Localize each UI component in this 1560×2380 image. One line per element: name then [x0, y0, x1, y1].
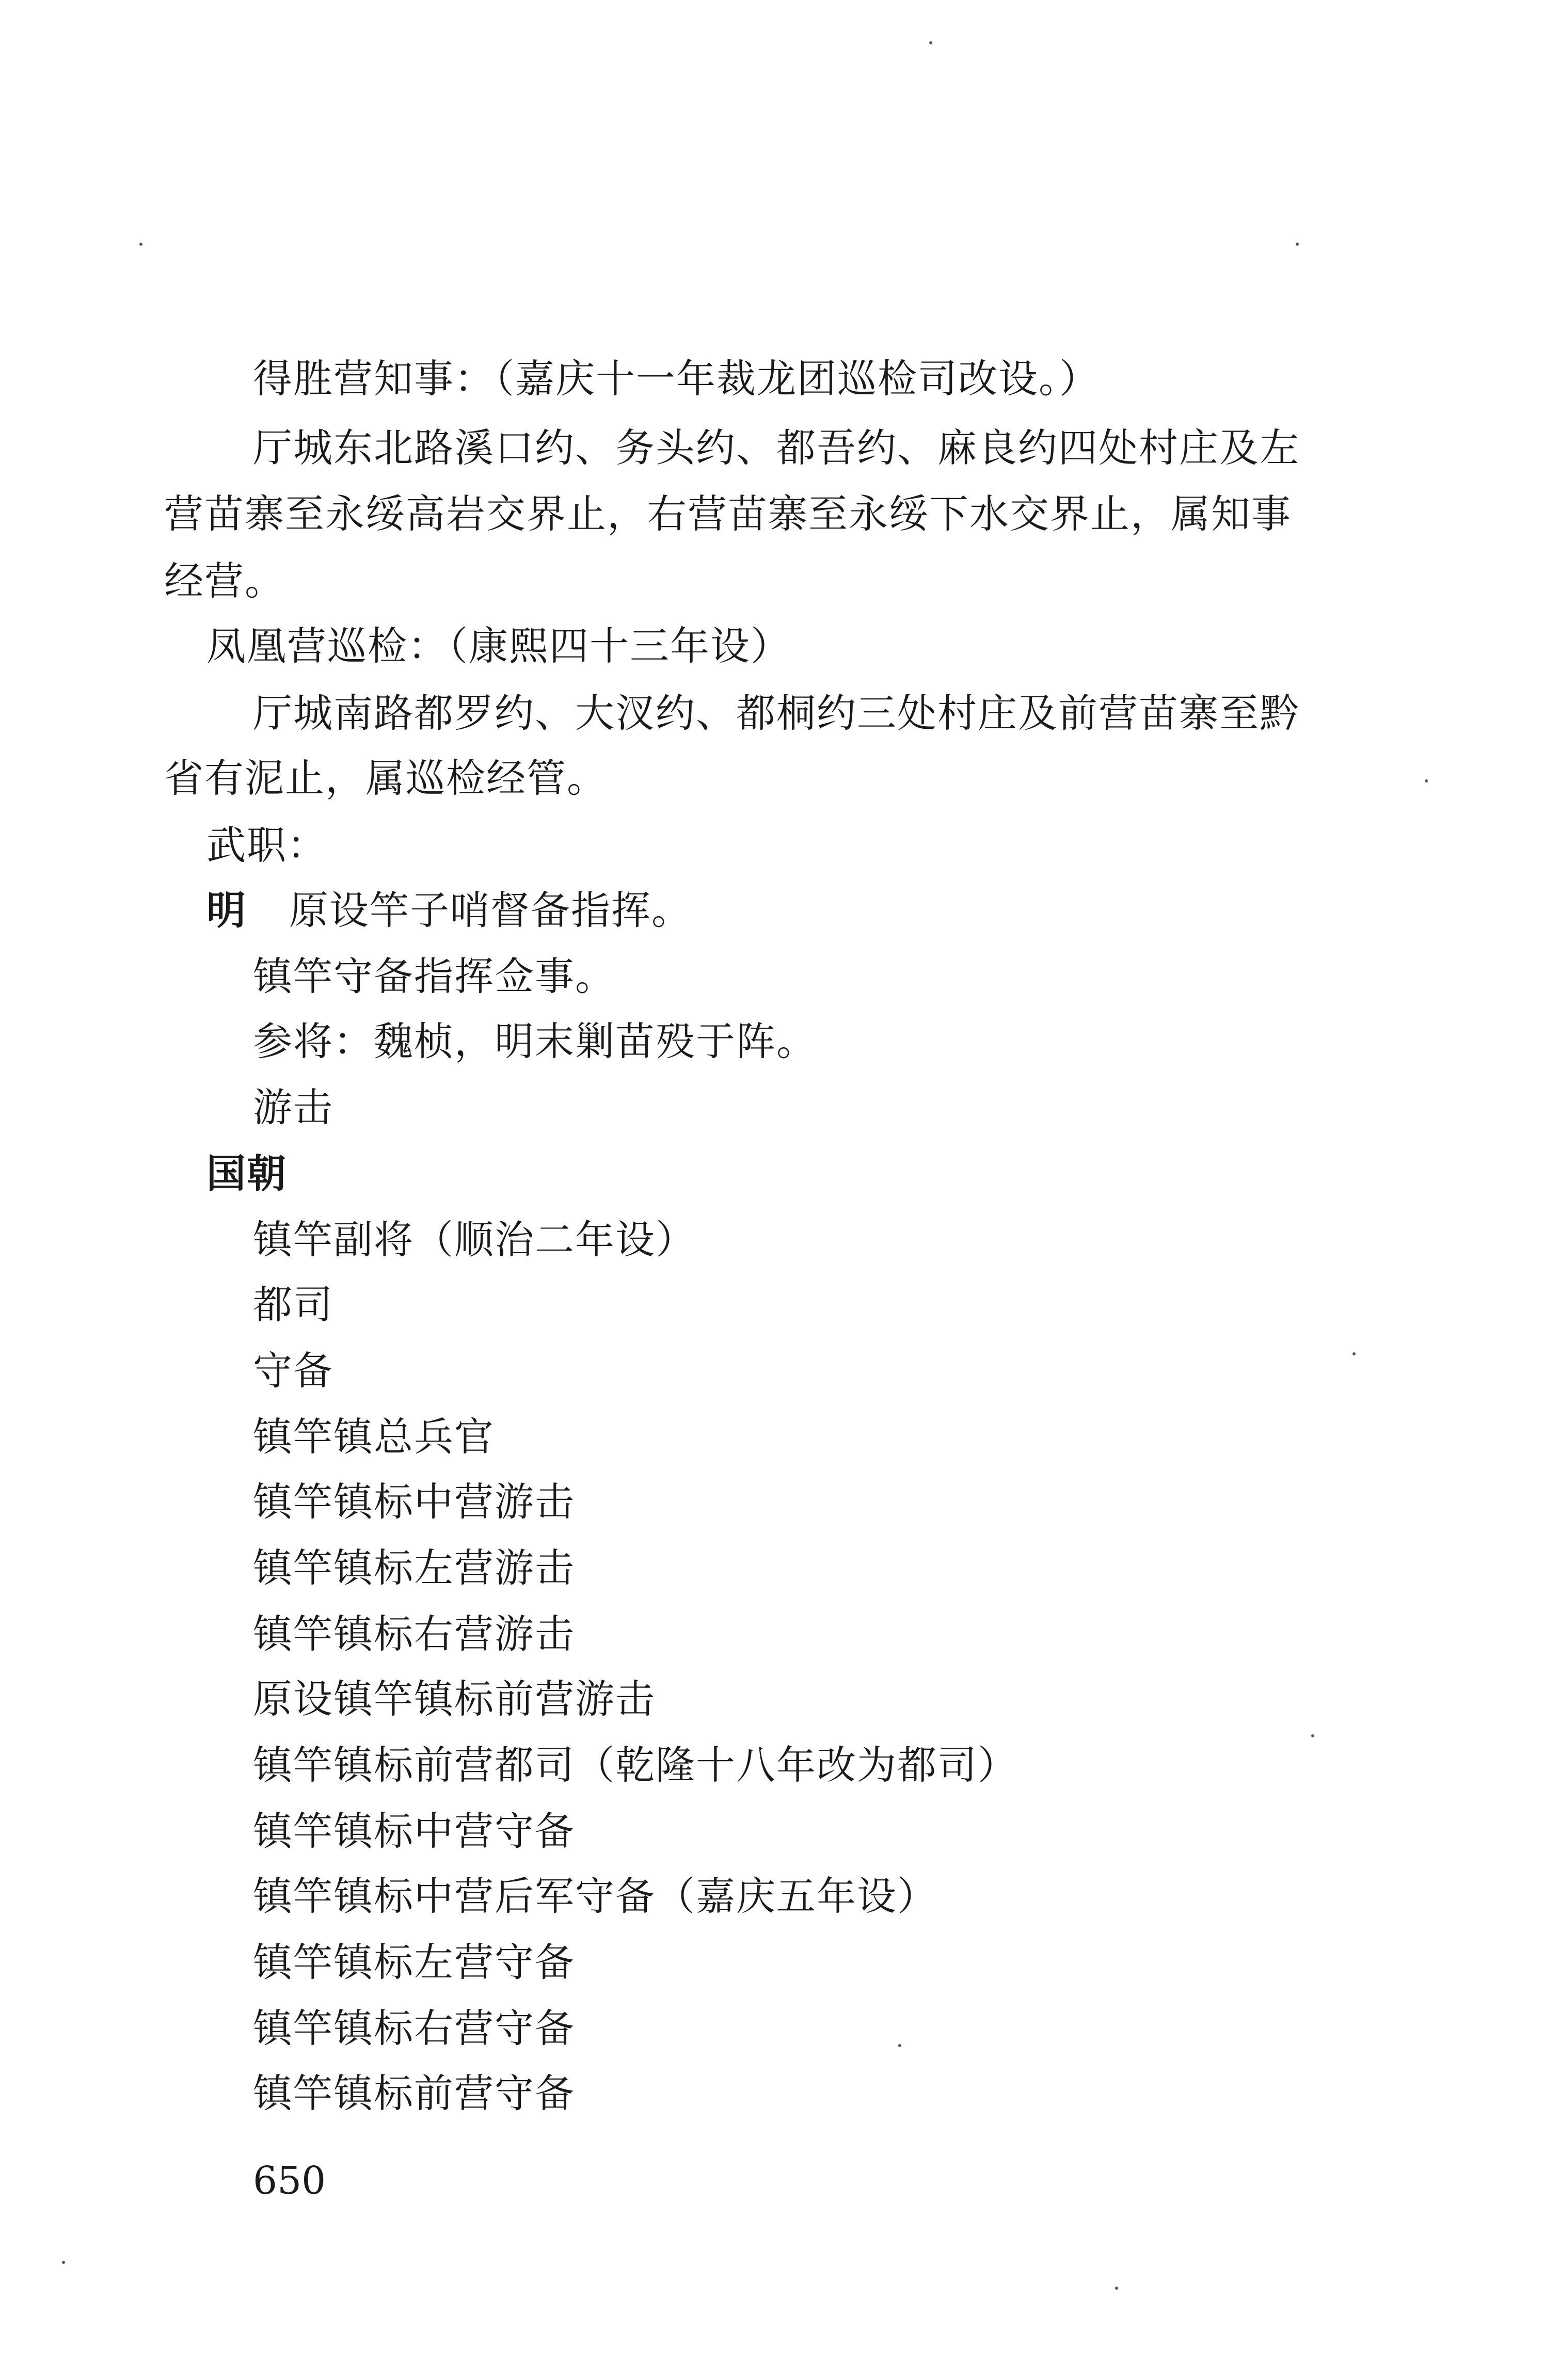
text-line-1: 得胜营知事：（嘉庆十一年裁龙团巡检司改设。） [253, 356, 1100, 402]
text-line-24: 镇竿镇标中营守备 [253, 1808, 575, 1854]
text-line-25: 镇竿镇标中营后军守备（嘉庆五年设） [253, 1873, 937, 1919]
text-line-3: 营苗寨至永绥高岩交界止，右营苗寨至永绥下水交界止，属知事 [164, 491, 1292, 537]
heading-guochao: 国朝 [206, 1151, 287, 1196]
scan-speck [1311, 1734, 1314, 1737]
text-line-17: 守备 [253, 1348, 333, 1394]
text-line-18: 镇竿镇总兵官 [253, 1414, 495, 1460]
scan-speck [1352, 1352, 1356, 1355]
text-line-21: 镇竿镇标右营游击 [253, 1611, 575, 1657]
scan-speck [929, 41, 932, 44]
text-line-19: 镇竿镇标中营游击 [253, 1479, 575, 1525]
text-line-5: 凤凰营巡检：（康熙四十三年设） [206, 623, 791, 669]
text-line-23: 镇竿镇标前营都司（乾隆十八年改为都司） [253, 1742, 1018, 1788]
scan-speck [1425, 779, 1428, 782]
text-line-15: 镇竿副将（顺治二年设） [253, 1217, 696, 1263]
text-line-28: 镇竿镇标前营守备 [253, 2070, 575, 2116]
text-line-26: 镇竿镇标左营守备 [253, 1939, 575, 1985]
text-line-12: 参将：魏桢，明末剿苗殁于阵。 [253, 1018, 817, 1064]
text-line-10: 原设竿子哨督备指挥。 [289, 887, 692, 933]
text-line-11: 镇竿守备指挥佥事。 [253, 953, 615, 999]
text-line-27: 镇竿镇标右营守备 [253, 2005, 575, 2051]
text-line-7: 省有泥止，属巡检经管。 [164, 755, 607, 801]
text-line-6: 厅城南路都罗约、大汊约、都桐约三处村庄及前营苗寨至黔 [253, 690, 1300, 736]
text-line-16: 都司 [253, 1282, 333, 1328]
scan-speck [62, 2261, 65, 2264]
scan-speck [1115, 2287, 1118, 2290]
text-line-20: 镇竿镇标左营游击 [253, 1545, 575, 1591]
scan-speck [1296, 243, 1299, 246]
text-line-13: 游击 [253, 1084, 333, 1130]
page-number: 650 [253, 2159, 326, 2203]
text-line-22: 原设镇竿镇标前营游击 [253, 1676, 656, 1722]
scan-speck [139, 243, 142, 246]
scan-speck [898, 2044, 901, 2047]
text-line-8: 武职： [206, 822, 327, 868]
text-line-2: 厅城东北路溪口约、务头约、都吾约、麻良约四处村庄及左 [253, 425, 1300, 471]
text-line-4: 经营。 [164, 558, 285, 604]
heading-ming: 明 [206, 887, 247, 933]
